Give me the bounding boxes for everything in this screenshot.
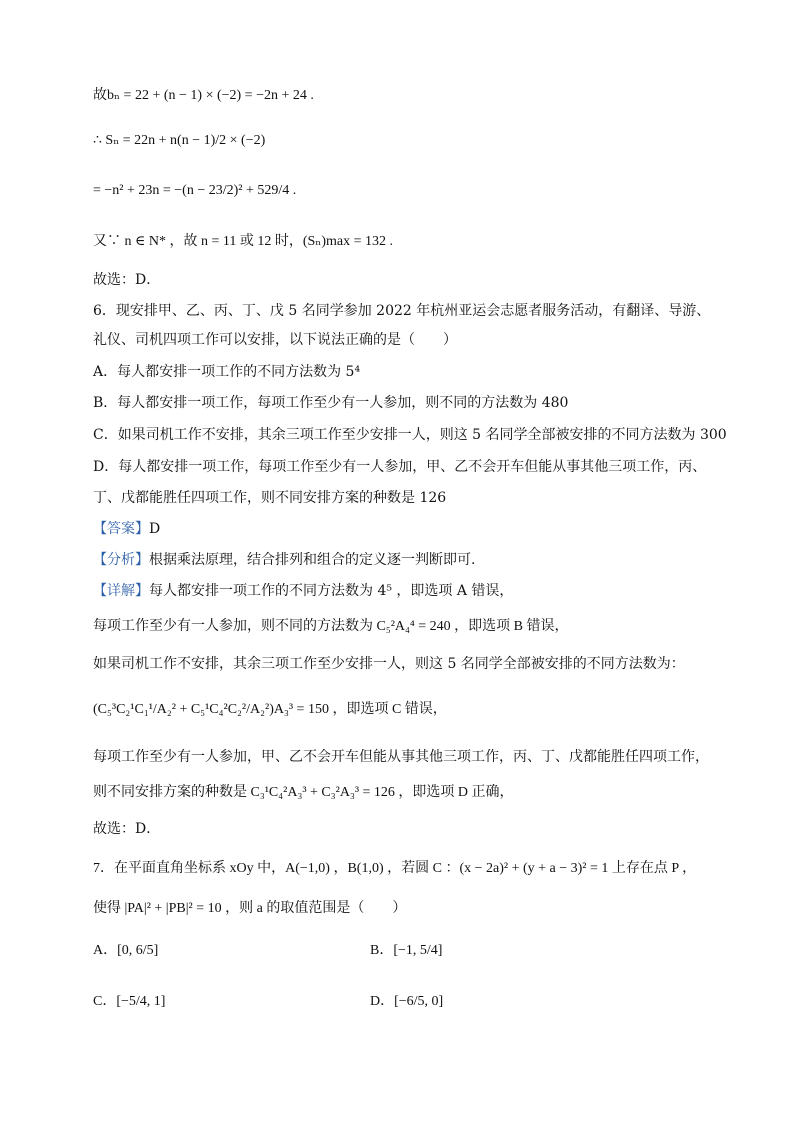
q6-option-a: A．每人都安排一项工作的不同方法数为 5⁴ — [93, 364, 361, 380]
q6-stem-line2: 礼仪、司机四项工作可以安排，以下说法正确的是（ ） — [93, 332, 457, 348]
detail-text-5: 每项工作至少有一人参加，甲、乙不会开车但能从事其他三项工作，丙、丁、戊都能胜任四项工作， — [93, 749, 709, 765]
answer-row — [93, 519, 160, 539]
q7-stem-line1: 7．在平面直角坐标系 xOy 中，A(−1,0) ，B(1,0) ，若圆 C ：(x − 2a)² + (y + a − 3)² = 1 上存在点 P ， — [93, 861, 697, 876]
analysis-row — [93, 550, 475, 570]
q7-option-c: C．[−5/4, 1] — [93, 994, 166, 1009]
q7-option-a: A．[0, 6/5] — [93, 943, 159, 958]
detail-text-3: 如果司机工作不安排，其余三项工作至少安排一人，则这 5 名同学全部被安排的不同方法数为： — [93, 656, 685, 672]
bn-formula-line: 故bₙ = 22 + (n − 1) × (−2) = −2n + 24 . — [93, 88, 314, 103]
analysis-tag: 【分析】 — [93, 552, 149, 568]
q6-option-c: C．如果司机工作不安排，其余三项工作至少安排一人，则这 5 名同学全部被安排的不同方法数为 300 — [93, 427, 727, 443]
sn-vertex-form-line: = −n² + 23n = −(n − 23/2)² + 529/4 . — [93, 183, 297, 198]
sn-formula-line: ∴ Sₙ = 22n + n(n − 1)/2 × (−2) — [93, 133, 266, 148]
q5-answer-line: 故选：D． — [93, 272, 161, 288]
q6-stem-line1: 6．现安排甲、乙、丙、丁、戊 5 名同学参加 2022 年杭州亚运会志愿者服务活动，有翻译、导游、 — [93, 303, 711, 319]
sn-max-line: 又∵ n ∈ N* ，故 n = 11 或 12 时，(Sₙ)max = 132 . — [93, 234, 394, 249]
detail-conclusion: 故选：D． — [93, 821, 161, 837]
q7-option-d: D．[−6/5, 0] — [370, 994, 444, 1009]
analysis-text: 根据乘法原理，结合排列和组合的定义逐一判断即可. — [149, 552, 476, 568]
q6-option-b: B．每人都安排一项工作，每项工作至少有一人参加，则不同的方法数为 480 — [93, 395, 569, 411]
detail-text-6: 则不同安排方案的种数是 C₃¹C₄²A₃³ + C₃²A₃³ = 126 ，即选项 D 正确， — [93, 785, 514, 800]
detail-row — [93, 581, 513, 601]
answer-tag: 【答案】 — [93, 521, 149, 537]
detail-text-2: 每项工作至少有一人参加，则不同的方法数为 C₅²A₄⁴ = 240 ，即选项 B 错误， — [93, 619, 569, 634]
q7-option-b: B．[−1, 5/4] — [370, 943, 443, 958]
detail-text-4: (C₅³C₂¹C₁¹/A₂² + C₅¹C₄²C₂²/A₂²)A₃³ = 150 ，即选项 C 错误， — [93, 702, 447, 717]
q6-option-d-line2: 丁、戊都能胜任四项工作，则不同安排方案的种数是 126 — [93, 490, 447, 506]
q6-option-d-line1: D．每人都安排一项工作，每项工作至少有一人参加，甲、乙不会开车但能从事其他三项工作，丙、 — [93, 459, 707, 475]
detail-tag: 【详解】 — [93, 583, 149, 599]
answer-value: D — [149, 521, 161, 537]
detail-text-1: 每人都安排一项工作的不同方法数为 4⁵ ，即选项 A 错误， — [149, 583, 514, 599]
q7-stem-line2: 使得 |PA|² + |PB|² = 10 ，则 a 的取值范围是（ ） — [93, 901, 407, 916]
